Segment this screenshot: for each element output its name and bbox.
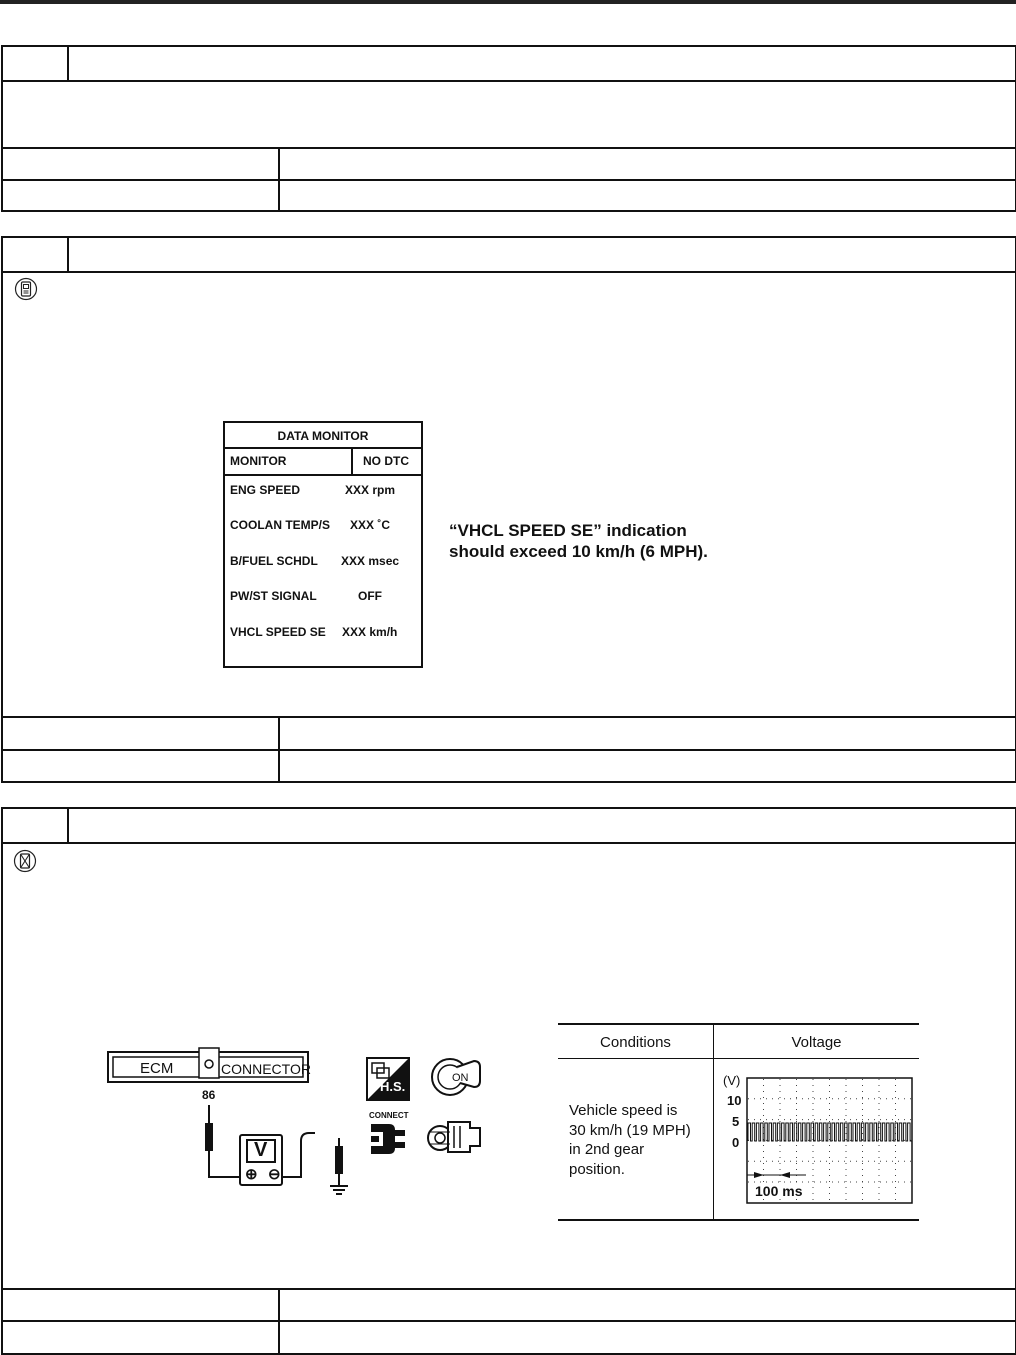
divider	[713, 1023, 714, 1221]
step-number-divider	[67, 809, 69, 842]
condition-line: 30 km/h (19 MPH)	[569, 1121, 691, 1139]
connector-label: CONNECTOR	[221, 1061, 311, 1077]
divider	[3, 716, 1015, 718]
data-monitor-screen	[223, 421, 423, 668]
condition-line: Vehicle speed is	[569, 1102, 678, 1119]
data-monitor-title: DATA MONITOR	[277, 429, 369, 443]
probe-icon	[13, 849, 37, 873]
ecm-label: ECM	[140, 1060, 174, 1077]
monitor-item-value: XXX km/h	[342, 625, 398, 639]
status-header: NO DTC	[363, 454, 409, 468]
divider	[558, 1219, 919, 1221]
voltage-unit: (V)	[723, 1073, 741, 1088]
conditions-header: Conditions	[600, 1034, 671, 1051]
step-number-divider	[67, 238, 69, 271]
divider	[558, 1058, 919, 1059]
divider	[3, 271, 1015, 273]
monitor-item-value: XXX rpm	[345, 483, 396, 497]
result-divider	[278, 1288, 280, 1353]
monitor-item-label: COOLAN TEMP/S	[230, 518, 331, 532]
negative-terminal: ⊖	[268, 1166, 281, 1183]
monitor-item-label: VHCL SPEED SE	[230, 625, 326, 639]
ground-icon	[322, 1138, 356, 1202]
divider	[225, 447, 421, 449]
step-box-2	[1, 236, 1016, 783]
consult-icon	[14, 277, 38, 301]
divider	[3, 1320, 1015, 1322]
divider	[3, 1288, 1015, 1290]
divider	[3, 179, 1015, 181]
terminal-number: 86	[202, 1088, 216, 1102]
connector-latch	[199, 1048, 219, 1078]
engine-icon	[426, 1112, 484, 1160]
indication-note	[449, 520, 708, 562]
probe-tip	[205, 1123, 213, 1151]
note-line: should exceed 10 km/h (6 MPH).	[449, 542, 708, 561]
note-line: “VHCL SPEED SE” indication	[449, 521, 687, 540]
monitor-item-label: PW/ST SIGNAL	[230, 589, 317, 603]
top-rule	[0, 0, 1016, 4]
y-tick-label: 10	[727, 1093, 742, 1108]
monitor-item-value: XXX ˚C	[350, 518, 391, 532]
monitor-item-label: B/FUEL SCHDL	[230, 554, 318, 568]
hs-label: H.S.	[380, 1079, 406, 1094]
y-tick-label: 5	[732, 1114, 740, 1129]
divider	[558, 1023, 919, 1025]
divider	[3, 749, 1015, 751]
probe-wire	[209, 1151, 240, 1177]
monitor-item-value: XXX msec	[341, 554, 400, 568]
connector-plug-icon	[365, 1120, 411, 1158]
divider	[3, 80, 1015, 82]
result-divider	[278, 147, 280, 210]
monitor-item-label: ENG SPEED	[230, 483, 301, 497]
condition-line: position.	[569, 1160, 625, 1178]
result-divider	[278, 716, 280, 781]
divider	[351, 447, 353, 474]
on-label: ON	[452, 1072, 469, 1084]
condition-line: in 2nd gear	[569, 1141, 645, 1158]
y-tick-label: 0	[732, 1135, 740, 1150]
monitor-item-value: OFF	[358, 589, 382, 603]
divider	[225, 474, 421, 476]
condition-text	[569, 1101, 691, 1179]
ground-wire	[282, 1133, 315, 1177]
voltmeter-symbol: V	[254, 1139, 268, 1161]
step-box-1	[1, 45, 1016, 212]
time-scale-label: 100 ms	[755, 1183, 803, 1199]
divider	[3, 842, 1015, 844]
positive-terminal: ⊕	[245, 1166, 258, 1183]
monitor-header: MONITOR	[230, 454, 287, 468]
step-number-divider	[67, 47, 69, 80]
connect-label: CONNECT	[369, 1111, 409, 1120]
voltage-header: Voltage	[791, 1034, 842, 1051]
divider	[3, 147, 1015, 149]
